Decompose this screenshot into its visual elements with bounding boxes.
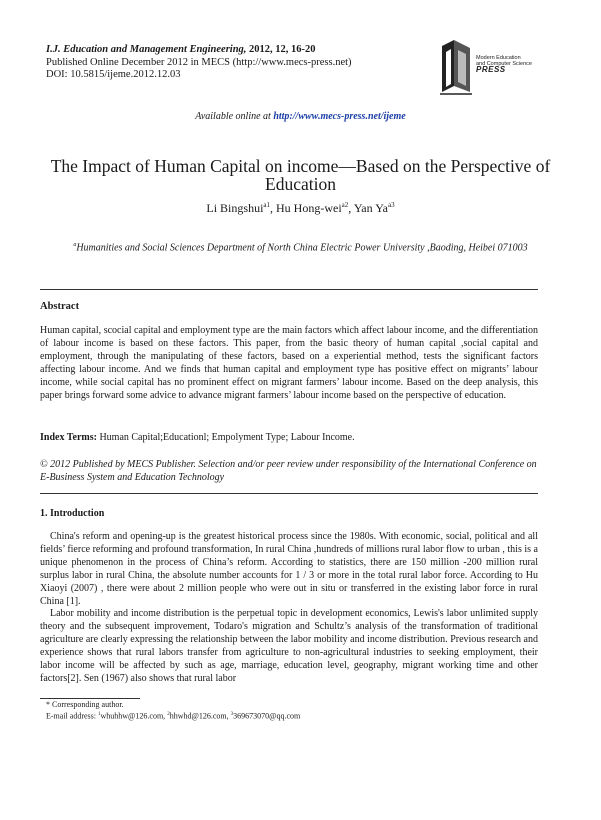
index-terms [40, 432, 538, 443]
email-sup: 1 [97, 712, 101, 717]
author-sup: a3 [387, 201, 395, 209]
email-address[interactable]: whuhhw@126.com, [100, 711, 168, 721]
divider-top [40, 289, 538, 290]
journal-url-link[interactable]: http://www.mecs-press.net/ijeme [273, 111, 406, 122]
logo-text [476, 55, 532, 73]
journal-volume: 2012, 12, 16-20 [246, 44, 316, 55]
paper-title: The Impact of Human Capital on income—Based on the Perspective of Education [50, 156, 551, 194]
divider-bottom [40, 493, 538, 494]
email-sup: 2 [167, 712, 170, 717]
author-name: Yan Ya [353, 201, 388, 215]
email-address[interactable]: 369673070@qq.com [233, 711, 301, 721]
journal-header [46, 44, 352, 82]
email-address[interactable]: hhwhd@126.com, [169, 711, 231, 721]
footnote-rule [40, 698, 140, 699]
affiliation [60, 239, 541, 254]
doi-line: DOI: 10.5815/ijeme.2012.12.03 [46, 69, 181, 80]
body-paragraph: Labor mobility and income distribution is the perpetual topic in development economics, Lewis's labor unlimited supply theory and the subsequent improvement, Todaro's migration and Schultz’s analysis of the transformation of traditional agriculture are clearly expressing the relationship between the labor mobility and income distribution. Previous research and experience shows that rural labors transfer from agriculture to non-agricultural industries to seeking employment, their labor income will be affected by such as age, marriage, education level, geography, migrant working time and other factors[2]. Sen (1967) also shows that rural labor [40, 608, 538, 684]
author-sup: a1 [263, 201, 271, 209]
email-line [46, 710, 300, 722]
index-terms-text: Human Capital;Educationl; Empolyment Type; Labour Income. [96, 432, 355, 443]
author-list: Li Bingshui$^{a1}$, Hu Hong-wei$^{a2}$, Yan $Ya^{a3}$ [206, 201, 395, 215]
footnote [46, 700, 300, 722]
section-heading: 1. Introduction [40, 508, 105, 519]
logo-press: PRESS [476, 65, 506, 74]
abstract-text: Human capital, scocial capital and employment type are the main factors which affect labour income, and the differentiation of labour income is based on these factors. This paper, from the basic theory of human capital ,social capital and employment, through the manipulating of these factors, based on a experiential method, tests the significant factors affecting labour income. And we finds that human capital and employment type has positive effect on migrants’ labour income, while social capital has no prominent effect on migrant farmers’ labour income. Based on the deep analysis, this paper brings forward some advice to advance migrant farmers’ labour income based on the perspective of education. [40, 325, 538, 401]
mecs-press-logo [432, 38, 557, 98]
logo-line-2: and Computer Science [476, 61, 532, 67]
abstract-heading: Abstract [40, 301, 80, 312]
available-prefix: Available online at [195, 111, 274, 122]
affiliation-sup: a [73, 242, 77, 248]
copyright-notice: © 2012 Published by MECS Publisher. Selection and/or peer review under responsibility of the International Conference on E-Business System and Education Technology [40, 459, 537, 483]
affiliation-text: Humanities and Social Sciences Department of North China Electric Power University ,Baoding, Heibei 071003 [76, 242, 528, 254]
published-line: Published Online December 2012 in MECS (http://www.mecs-press.net) [46, 56, 352, 68]
author-sup: a2 [341, 201, 349, 209]
journal-name: I.J. Education and Management Engineering, [46, 44, 247, 55]
email-sup: 3 [230, 712, 234, 717]
logo-line-1: Modern Education [476, 55, 521, 61]
available-online [0, 111, 601, 122]
email-label: E-mail address: [46, 711, 98, 721]
index-terms-label: Index Terms: [40, 432, 97, 443]
author-name: Li Bingshui [206, 201, 264, 215]
book-stack-icon [432, 38, 482, 98]
body-paragraph: China's reform and opening-up is the greatest historical process since the 1980s. With economic, social, political and all fields’ fierce reforming and profound transformation, In rural China ,hundreds of millions rural labor flow to urban , this is a unique phenomenon in the process of China’s reform. According to statistics, there are 150 million -200 million rural surplus labor in rural China, the absolute number accounts for 1 / 3 or more in the total rural labor force. According to Hu Xiaoyi (2007) , there were about 2 million people who were out in situ or transferred in the existing labor force in rural China [1]. [40, 531, 538, 607]
section-body [40, 531, 538, 686]
author-name: Hu Hong-wei [276, 201, 342, 215]
corresponding-author: * Corresponding author. [46, 700, 124, 709]
